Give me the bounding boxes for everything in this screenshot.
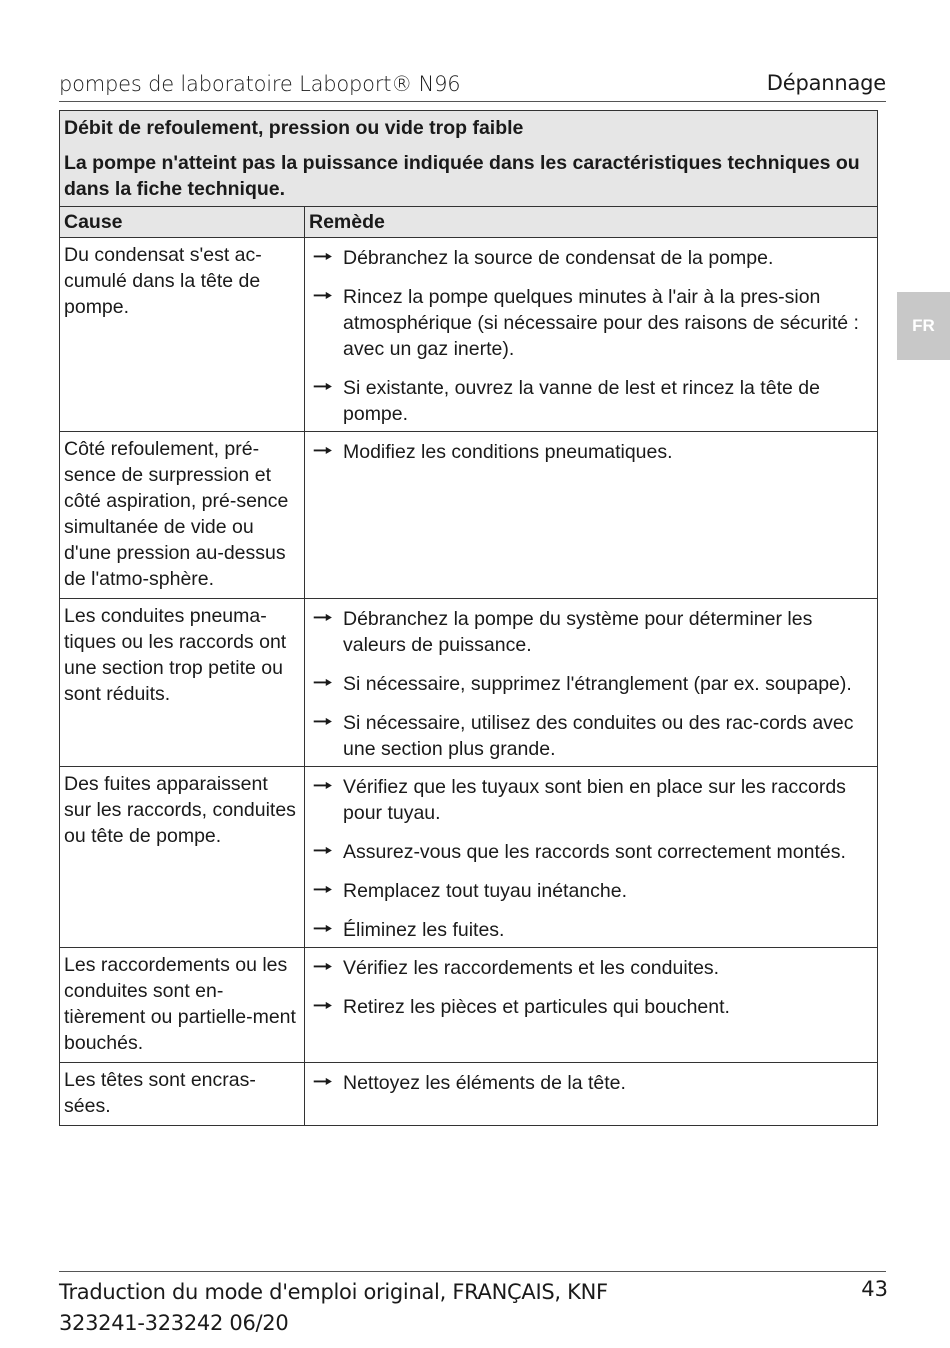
remedy-cell	[305, 948, 878, 1063]
remedy-text: Assurez-vous que les raccords sont correctement montés.	[343, 841, 846, 863]
remedy-item	[313, 839, 871, 865]
header-divider	[59, 101, 886, 102]
table-row	[60, 432, 878, 599]
arrow-right-icon: 🠒	[313, 374, 333, 399]
fault-title: Débit de refoulement, pression ou vide trop faible	[64, 117, 524, 139]
remedy-cell	[305, 767, 878, 948]
remedy-item	[313, 439, 871, 465]
cause-cell: Les têtes sont encras-sées.	[60, 1063, 305, 1126]
fault-description: La pompe n'atteint pas la puissance indiquée dans les caractéristiques techniques ou dans la fiche technique.	[64, 152, 860, 200]
arrow-right-icon: 🠒	[313, 670, 333, 695]
language-tab: FR	[897, 292, 950, 360]
table-row	[60, 599, 878, 767]
arrow-right-icon: 🠒	[313, 773, 333, 798]
arrow-right-icon: 🠒	[313, 1069, 333, 1094]
footer-line-1: Traduction du mode d'emploi original, FRANÇAIS, KNF	[59, 1280, 608, 1304]
arrow-right-icon: 🠒	[313, 244, 333, 269]
remedy-cell	[305, 599, 878, 767]
remedy-text: Remplacez tout tuyau inétanche.	[343, 880, 628, 902]
cause-cell: Du condensat s'est ac-cumulé dans la tête de pompe.	[60, 238, 305, 432]
footer-divider	[59, 1271, 886, 1272]
cause-cell: Les conduites pneuma-tiques ou les raccords ont une section trop petite ou sont réduits.	[60, 599, 305, 767]
running-header-section: Dépannage	[766, 71, 886, 95]
footer-line-2: 323241-323242 06/20	[59, 1311, 289, 1335]
remedy-text: Modifiez les conditions pneumatiques.	[343, 441, 673, 463]
remedy-text: Retirez les pièces et particules qui bouchent.	[343, 996, 730, 1018]
table-title-row	[60, 111, 878, 207]
arrow-right-icon: 🠒	[313, 993, 333, 1018]
column-header-remedy: Remède	[305, 207, 878, 238]
cause-cell: Côté refoulement, pré-sence de surpression et côté aspiration, pré-sence simultanée de vide ou d'une pression au-dessus de l'atmo-sphère.	[60, 432, 305, 599]
remedy-text: Éliminez les fuites.	[343, 919, 505, 941]
remedy-text: Rincez la pompe quelques minutes à l'air à la pres-sion atmosphérique (si nécessaire pour des raisons de sécurité : avec un gaz inerte).	[343, 286, 859, 360]
remedy-cell	[305, 432, 878, 599]
remedy-cell	[305, 238, 878, 432]
table-row	[60, 948, 878, 1063]
cause-cell: Des fuites apparaissent sur les raccords, conduites ou tête de pompe.	[60, 767, 305, 948]
arrow-right-icon: 🠒	[313, 283, 333, 308]
remedy-text: Vérifiez que les tuyaux sont bien en place sur les raccords pour tuyau.	[343, 776, 846, 824]
arrow-right-icon: 🠒	[313, 954, 333, 979]
remedy-item	[313, 606, 871, 658]
remedy-item	[313, 375, 871, 427]
table-title-cell	[60, 111, 878, 207]
remedy-item	[313, 710, 871, 762]
column-header-cause: Cause	[60, 207, 305, 238]
cause-cell: Les raccordements ou les conduites sont en-tièrement ou partielle-ment bouchés.	[60, 948, 305, 1063]
footer-text	[59, 1277, 608, 1339]
remedy-item	[313, 917, 871, 943]
remedy-text: Si existante, ouvrez la vanne de lest et rincez la tête de pompe.	[343, 377, 820, 425]
remedy-text: Si nécessaire, supprimez l'étranglement (par ex. soupape).	[343, 673, 852, 695]
remedy-item	[313, 774, 871, 826]
remedy-item	[313, 671, 871, 697]
remedy-item	[313, 994, 871, 1020]
arrow-right-icon: 🠒	[313, 605, 333, 630]
table-row	[60, 238, 878, 432]
page-number: 43	[861, 1277, 888, 1301]
arrow-right-icon: 🠒	[313, 838, 333, 863]
remedy-text: Débranchez la source de condensat de la pompe.	[343, 247, 774, 269]
running-header-title: pompes de laboratoire Laboport® N96	[59, 72, 461, 96]
remedy-text: Si nécessaire, utilisez des conduites ou des rac-cords avec une section plus grande.	[343, 712, 854, 760]
remedy-cell	[305, 1063, 878, 1126]
arrow-right-icon: 🠒	[313, 916, 333, 941]
remedy-item	[313, 284, 871, 362]
arrow-right-icon: 🠒	[313, 438, 333, 463]
remedy-text: Nettoyez les éléments de la tête.	[343, 1072, 626, 1094]
remedy-item	[313, 878, 871, 904]
remedy-item	[313, 245, 871, 271]
troubleshooting-table	[59, 110, 878, 1126]
table-row	[60, 767, 878, 948]
arrow-right-icon: 🠒	[313, 709, 333, 734]
remedy-text: Vérifiez les raccordements et les conduites.	[343, 957, 720, 979]
table-row	[60, 1063, 878, 1126]
column-header-row	[60, 207, 878, 238]
remedy-item	[313, 1070, 871, 1096]
arrow-right-icon: 🠒	[313, 877, 333, 902]
remedy-item	[313, 955, 871, 981]
remedy-text: Débranchez la pompe du système pour déterminer les valeurs de puissance.	[343, 608, 813, 656]
